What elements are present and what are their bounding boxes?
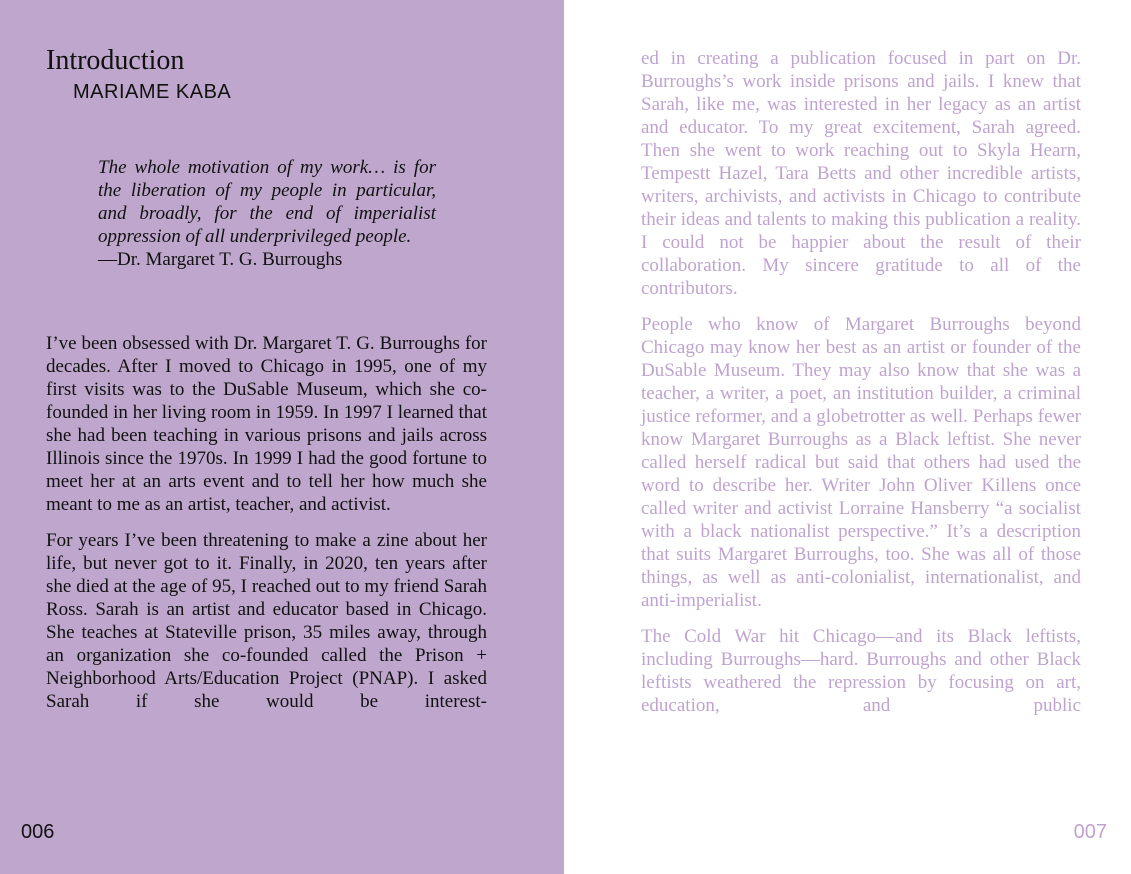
body-paragraph: For years I’ve been threatening to make a zine about her life, but never got to it. Finally, in 2020, ten years after she died at the age of 95, I reached out to my friend Sarah Ross. Sarah is an artist and educator based in Chicago. She teaches at Stateville prison, 35 miles away, through an organization she co-founded called the Prison + Neighborhood Arts/Education Project (PNAP). I asked Sarah if she would be interest- (46, 530, 487, 712)
epigraph-attribution: —Dr. Margaret T. G. Burroughs (98, 249, 343, 270)
epigraph-quote: The whole motivation of my work… is for the liberation of my people in particular, and broadly, for the end of imperialist oppression of all underprivileged people. (98, 157, 436, 247)
author-name: MARIAME KABA (73, 81, 232, 103)
epigraph (98, 156, 436, 271)
right-body-text (641, 47, 1081, 717)
body-paragraph: ed in creating a publication focused in part on Dr. Burroughs’s work inside prisons and jails. I knew that Sarah, like me, was interested in her legacy as an artist and educator. To my great excitement, Sarah agreed. Then she went to work reaching out to Skyla Hearn, Tempestt Hazel, Tara Betts and other incredible artists, writers, archivists, and activists in Chicago to contribute their ideas and talents to making this publication a reality. I could not be happier about the result of their collaboration. My sincere gratitude to all of the contributors. (641, 48, 1081, 299)
body-paragraph: People who know of Margaret Burroughs beyond Chicago may know her best as an artist or founder of the DuSable Museum. They may also know that she was a teacher, a writer, a poet, an institution builder, a criminal justice reformer, and a globetrotter as well. Perhaps fewer know Margaret Burroughs as a Black leftist. She never called herself radical but said that others had used the word to describe her. Writer John Oliver Killens once called writer and activist Lorraine Hansberry “a socialist with a black nationalist perspective.” It’s a description that suits Margaret Burroughs, too. She was all of those things, as well as anti-colonialist, internationalist, and anti-imperialist. (641, 314, 1081, 611)
left-body-text (46, 332, 487, 713)
page-number-right: 007 (1073, 821, 1107, 843)
left-page (0, 0, 564, 874)
body-paragraph: The Cold War hit Chicago—and its Black leftists, including Burroughs—hard. Burroughs and other Black leftists weathered the repression by focusing on art, education, and public (641, 626, 1081, 716)
page-number-left: 006 (21, 821, 55, 843)
right-page (564, 0, 1131, 874)
body-paragraph: I’ve been obsessed with Dr. Margaret T. G. Burroughs for decades. After I moved to Chicago in 1995, one of my first visits was to the DuSable Museum, which she co-founded in her living room in 1959. In 1997 I learned that she had been teaching in various prisons and jails across Illinois since the 1970s. In 1999 I had the good fortune to meet her at an arts event and to tell her how much she meant to me as an artist, teacher, and activist. (46, 333, 487, 515)
chapter-title: Introduction (46, 45, 185, 76)
